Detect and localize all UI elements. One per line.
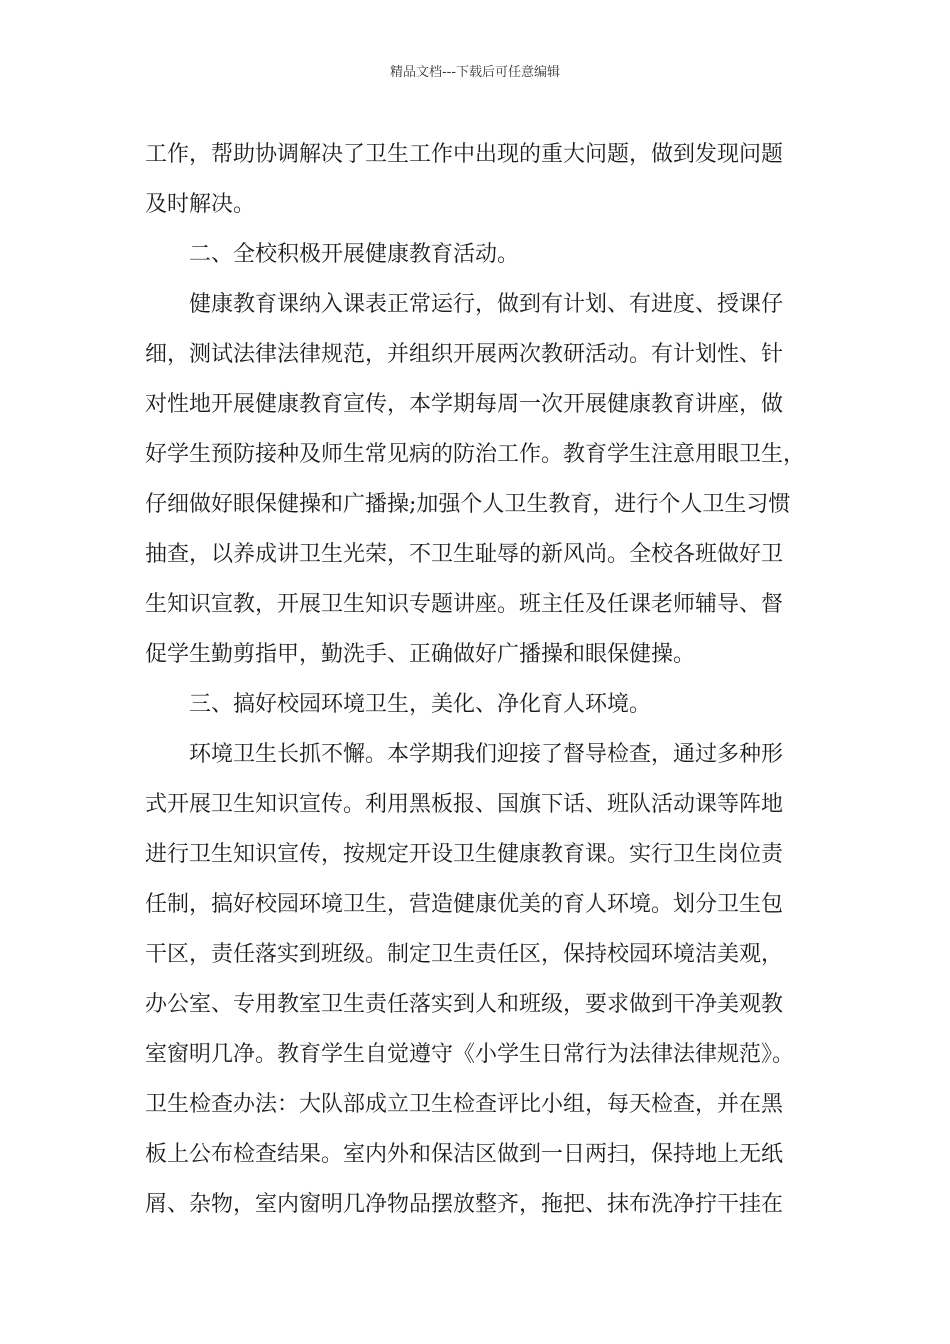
body-line: 式开展卫生知识宣传。利用黑板报、国旗下话、班队活动课等阵地: [145, 792, 784, 817]
body-line: 仔细做好眼保健操和广播操;加强个人卫生教育，进行个人卫生习惯: [145, 492, 791, 517]
document-body: [145, 130, 810, 1230]
body-line: 好学生预防接种及师生常见病的防治工作。教育学生注意用眼卫生，: [145, 442, 806, 467]
body-line: 细，测试法律法律规范，并组织开展两次教研活动。有计划性、针: [145, 342, 784, 367]
body-line: 健康教育课纳入课表正常运行，做到有计划、有进度、授课仔: [189, 292, 784, 317]
body-line: 室窗明几净。教育学生自觉遵守《小学生日常行为法律法律规范》。: [145, 1042, 795, 1067]
body-line: 生知识宣教，开展卫生知识专题讲座。班主任及任课老师辅导、督: [145, 592, 784, 617]
page-header: 精品文档---下载后可任意编辑: [389, 65, 561, 80]
body-line: 任制，搞好校园环境卫生，营造健康优美的育人环境。划分卫生包: [145, 892, 784, 917]
body-line: 促学生勤剪指甲，勤洗手、正确做好广播操和眼保健操。: [145, 642, 696, 667]
body-line: 工作，帮助协调解决了卫生工作中出现的重大问题，做到发现问题: [145, 142, 784, 167]
body-line: 办公室、专用教室卫生责任落实到人和班级，要求做到干净美观教: [145, 992, 784, 1017]
section-heading: 三、搞好校园环境卫生，美化、净化育人环境。: [189, 692, 652, 717]
body-line: 对性地开展健康教育宣传，本学期每周一次开展健康教育讲座，做: [145, 392, 784, 417]
body-line: 卫生检查办法：大队部成立卫生检查评比小组，每天检查，并在黑: [145, 1092, 784, 1117]
body-line: 板上公布检查结果。室内外和保洁区做到一日两扫，保持地上无纸: [145, 1142, 784, 1167]
section-heading: 二、全校积极开展健康教育活动。: [189, 242, 520, 267]
body-line: 及时解决。: [145, 192, 256, 217]
body-line: 环境卫生长抓不懈。本学期我们迎接了督导检查，通过多种形: [189, 742, 784, 767]
body-line: 进行卫生知识宣传，按规定开设卫生健康教育课。实行卫生岗位责: [145, 842, 784, 867]
body-line: 抽查，以养成讲卫生光荣，不卫生耻辱的新风尚。全校各班做好卫: [145, 542, 784, 567]
body-line: 干区，责任落实到班级。制定卫生责任区，保持校园环境洁美观，: [145, 942, 784, 967]
body-line: 屑、杂物，室内窗明几净物品摆放整齐，拖把、抹布洗净拧干挂在: [145, 1192, 784, 1217]
